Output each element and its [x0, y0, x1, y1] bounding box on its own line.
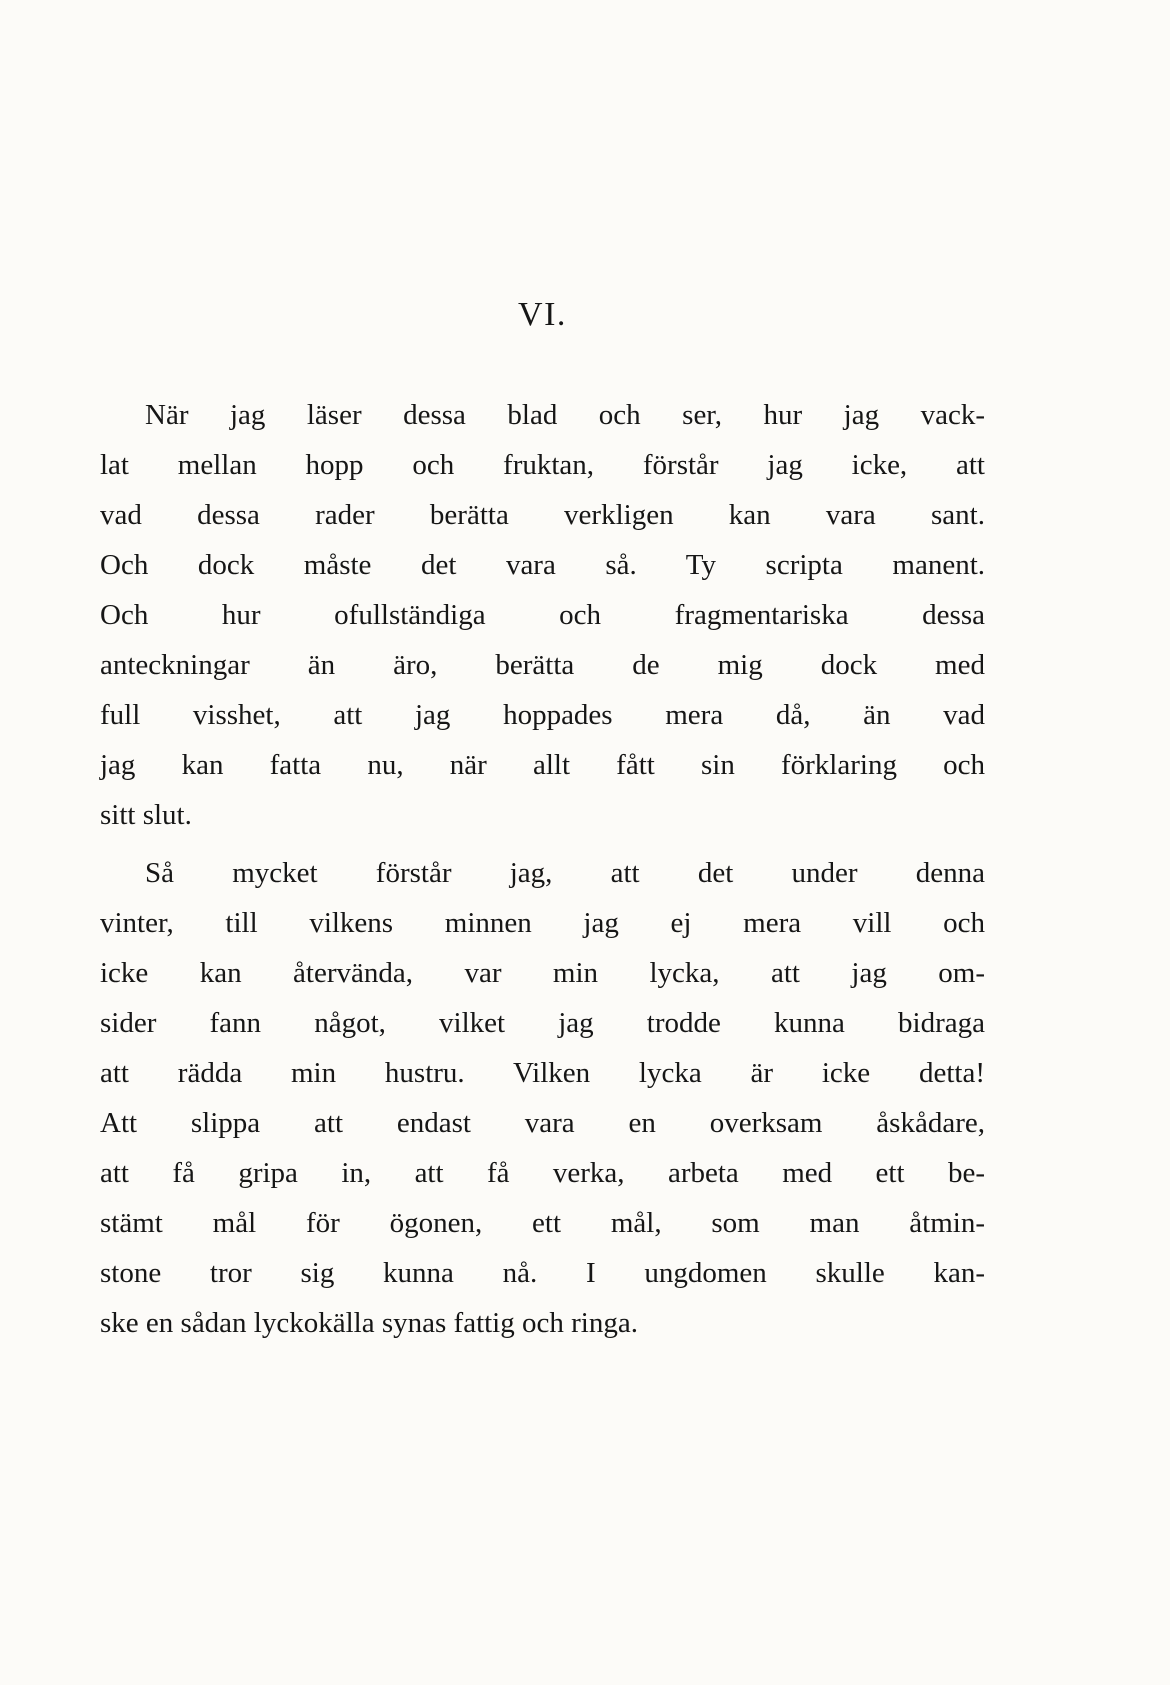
- text-line: att rädda min hustru. Vilken lycka är icke detta!: [100, 1057, 985, 1089]
- chapter-heading: VI.: [518, 296, 567, 333]
- text-line: icke kan återvända, var min lycka, att jag om-: [100, 957, 985, 989]
- text-line: sitt slut.: [100, 799, 192, 831]
- paragraph-2: [100, 848, 985, 1348]
- text-line: Att slippa att endast vara en overksam åskådare,: [100, 1107, 985, 1139]
- text-line: att få gripa in, att få verka, arbeta med ett be-: [100, 1157, 985, 1189]
- text-line: Och hur ofullständiga och fragmentariska dessa: [100, 599, 985, 631]
- text-line: stämt mål för ögonen, ett mål, som man åtmin-: [100, 1207, 985, 1239]
- text-line: När jag läser dessa blad och ser, hur jag vack-: [145, 399, 985, 431]
- text-line: stone tror sig kunna nå. I ungdomen skulle kan-: [100, 1257, 985, 1289]
- text-line: vad dessa rader berätta verkligen kan vara sant.: [100, 499, 985, 531]
- text-line: lat mellan hopp och fruktan, förstår jag icke, att: [100, 449, 985, 481]
- text-line: ske en sådan lyckokälla synas fattig och ringa.: [100, 1307, 638, 1339]
- text-line: jag kan fatta nu, när allt fått sin förklaring och: [100, 749, 985, 781]
- text-line: Och dock måste det vara så. Ty scripta manent.: [100, 549, 985, 581]
- text-line: full visshet, att jag hoppades mera då, än vad: [100, 699, 985, 731]
- text-line: vinter, till vilkens minnen jag ej mera vill och: [100, 907, 985, 939]
- paragraph-1: [100, 390, 985, 840]
- text-line: Så mycket förstår jag, att det under denna: [145, 857, 985, 889]
- text-line: anteckningar än äro, berätta de mig dock med: [100, 649, 985, 681]
- text-line: sider fann något, vilket jag trodde kunna bidraga: [100, 1007, 985, 1039]
